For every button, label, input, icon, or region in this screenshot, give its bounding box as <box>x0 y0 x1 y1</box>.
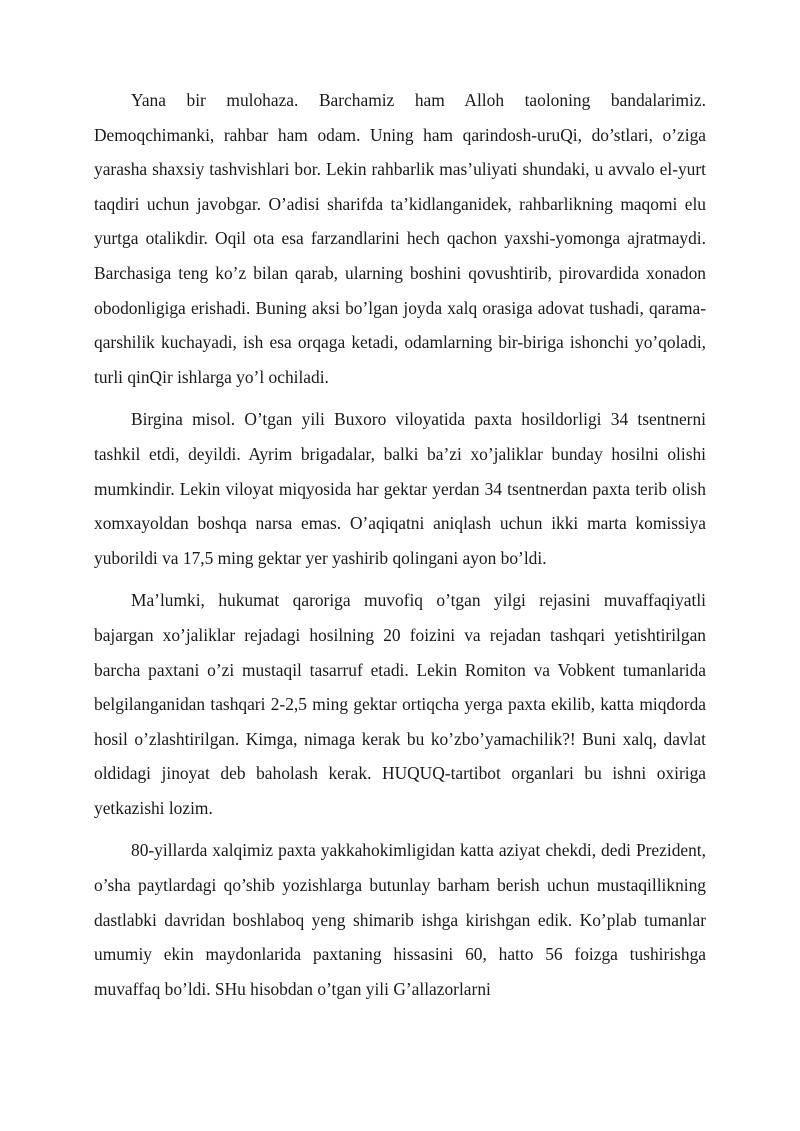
paragraph-2: Birgina misol. O’tgan yili Buxoro viloyatida paxta hosildorligi 34 tsentnerni tashkil etdi, deyildi. Ayrim brigadalar, balki ba’zi xo’jaliklar bunday hosilni olishi mumkindir. Lekin viloyat miqyosida har gektar yerdan 34 tsentnerdan paxta terib olish xomxayoldan boshqa narsa emas. O’aqiqatni aniqlash uchun ikki marta komissiya yuborildi va 17,5 ming gektar yer yashirib qolingani ayon bo’ldi. <box>94 409 706 568</box>
paragraph-3: Ma’lumki, hukumat qaroriga muvofiq o’tgan yilgi rejasini muvaffaqiyatli bajargan xo’jaliklar rejadagi hosilning 20 foizini va rejadan tashqari yetishtirilgan barcha paxtani o’zi mustaqil tasarruf etadi. Lekin Romiton va Vobkent tumanlarida belgilanganidan tashqari 2-2,5 ming gektar ortiqcha yerga paxta ekilib, katta miqdorda hosil o’zlashtirilgan. Kimga, nimaga kerak bu ko’zbo’yamachilik?! Buni xalq, davlat oldidagi jinoyat deb baholash kerak. HUQUQ-tartibot organlari bu ishni oxiriga yetkazishi lozim. <box>94 590 706 818</box>
paragraph-4: 80-yillarda xalqimiz paxta yakkahokimligidan katta aziyat chekdi, dedi Prezident, o’sha paytlardagi qo’shib yozishlarga butunlay barham berish uchun mustaqillikning dastlabki davridan boshlaboq yeng shimarib ishga kirishgan edik. Ko’plab tumanlar umumiy ekin maydonlarida paxtaning hissasini 60, hatto 56 foizga tushirishga muvaffaq bo’ldi. SHu hisobdan o’tgan yili G’allazorlarni <box>94 840 706 999</box>
document-page <box>94 83 706 1014</box>
paragraph-1: Yana bir mulohaza. Barchamiz ham Alloh taoloning bandalarimiz. Demoqchimanki, rahbar ham odam. Uning ham qarindosh-uruQi, do’stlari, o’ziga yarasha shaxsiy tashvishlari bor. Lekin rahbarlik mas’uliyati shundaki, u avvalo el-yurt taqdiri uchun javobgar. O’adisi sharifda ta’kidlanganidek, rahbarlikning maqomi elu yurtga otalikdir. Oqil ota esa farzandlarini hech qachon yaxshi-yomonga ajratmaydi. Barchasiga teng ko’z bilan qarab, ularning boshini qovushtirib, pirovardida xonadon obodonligiga erishadi. Buning aksi bo’lgan joyda xalq orasiga adovat tushadi, qarama-qarshilik kuchayadi, ish esa orqaga ketadi, odamlarning bir-biriga ishonchi yo’qoladi, turli qinQir ishlarga yo’l ochiladi. <box>94 90 706 387</box>
